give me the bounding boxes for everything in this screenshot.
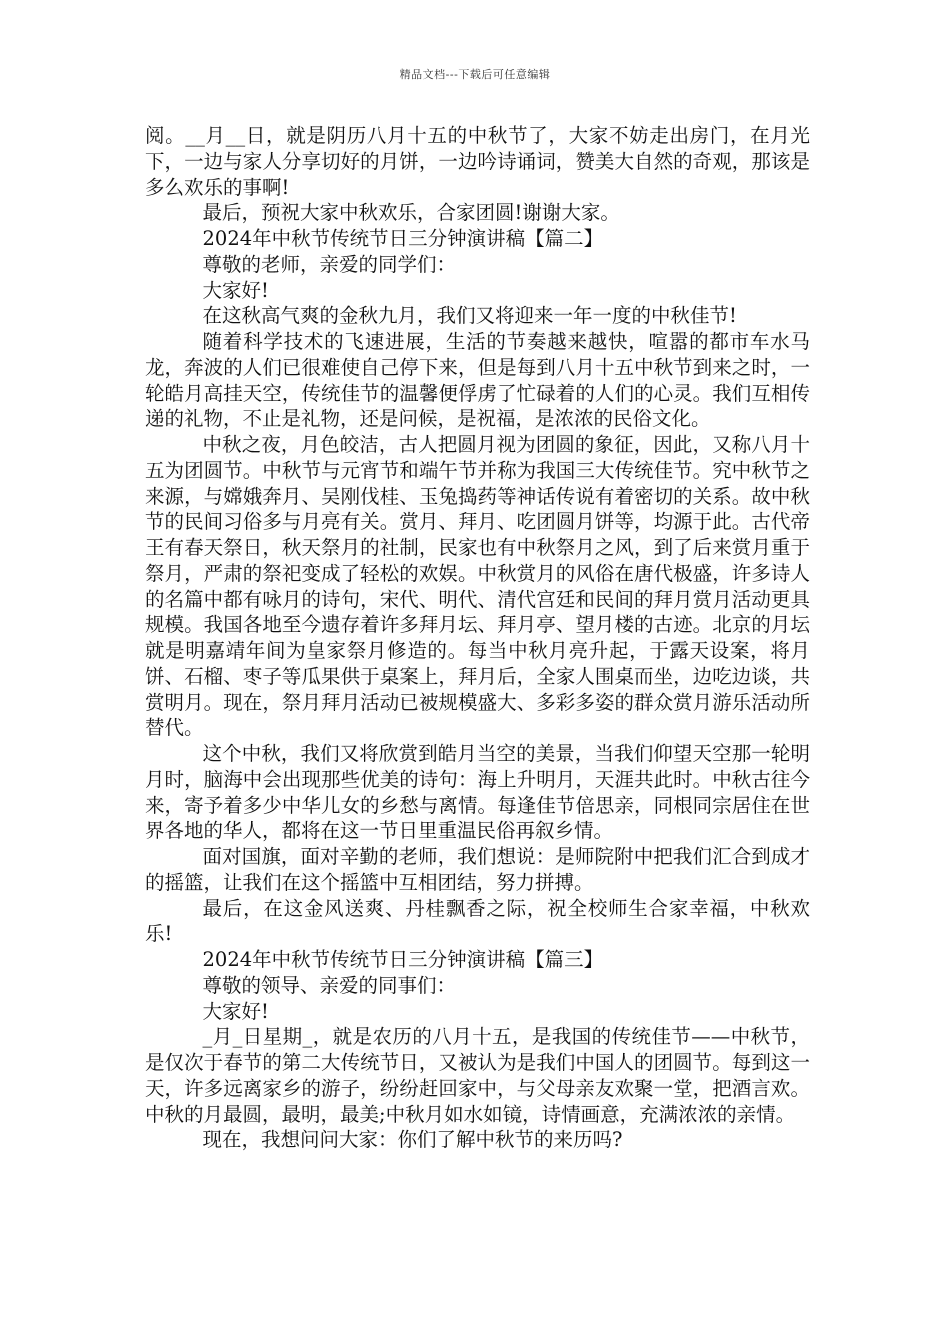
paragraph: 面对国旗，面对辛勤的老师，我们想说：是师院附中把我们汇合到成才的摇篮，让我们在这个摇篮中互相团结，努力拼搏。 bbox=[145, 845, 810, 894]
document-body bbox=[145, 123, 810, 1153]
paragraph: _月_日星期_，就是农历的八月十五，是我国的传统佳节——中秋节，是仅次于春节的第二大传统节日，又被认为是我们中国人的团圆节。每到这一天，许多远离家乡的游子，纷纷赶回家中，与父母亲友欢聚一堂，把酒言欢。中秋的月最圆，最明，最美;中秋月如水如镜，诗情画意，充满浓浓的亲情。 bbox=[145, 1025, 810, 1126]
salutation: 尊敬的老师，亲爱的同学们： bbox=[202, 252, 457, 276]
paragraph: 中秋之夜，月色皎洁，古人把圆月视为团圆的象征，因此，又称八月十五为团圆节。中秋节与元宵节和端午节并称为我国三大传统佳节。究中秋节之来源，与嫦娥奔月、吴刚伐桂、玉兔捣药等神话传说有着密切的关系。故中秋节的民间习俗多与月亮有关。赏月、拜月、吃团圆月饼等，均源于此。古代帝王有春天祭日，秋天祭月的社制，民家也有中秋祭月之风，到了后来赏月重于祭月，严肃的祭祀变成了轻松的欢娱。中秋赏月的风俗在唐代极盛，许多诗人的名篇中都有咏月的诗句，宋代、明代、清代宫廷和民间的拜月赏月活动更具规模。我国各地至今遗存着许多拜月坛、拜月亭、望月楼的古迹。北京的月坛就是明嘉靖年间为皇家祭月修造的。每当中秋月亮升起，于露天设案，将月饼、石榴、枣子等瓜果供于桌案上，拜月后，全家人围桌而坐，边吃边谈，共赏明月。现在，祭月拜月活动已被规模盛大、多彩多姿的群众赏月游乐活动所替代。 bbox=[145, 433, 810, 740]
paragraph: 最后，预祝大家中秋欢乐，合家团圆!谢谢大家。 bbox=[202, 201, 620, 225]
paragraph: 这个中秋，我们又将欣赏到皓月当空的美景，当我们仰望天空那一轮明月时，脑海中会出现那些优美的诗句：海上升明月，天涯共此时。中秋古往今来，寄予着多少中华儿女的乡愁与离情。每逢佳节倍思亲，同根同宗居住在世界各地的华人，都将在这一节日里重温民俗再叙乡情。 bbox=[145, 742, 810, 843]
section-heading: 2024年中秋节传统节日三分钟演讲稿【篇二】 bbox=[202, 227, 604, 250]
section-heading: 2024年中秋节传统节日三分钟演讲稿【篇三】 bbox=[202, 948, 604, 971]
paragraph: 随着科学技术的飞速进展，生活的节奏越来越快，喧嚣的都市车水马龙，奔波的人们已很难使自己停下来，但是每到八月十五中秋节到来之时，一轮皓月高挂天空，传统佳节的温馨便俘虏了忙碌着的人们的心灵。我们互相传递的礼物，不止是礼物，还是问候，是祝福，是浓浓的民俗文化。 bbox=[145, 330, 810, 431]
greeting: 大家好! bbox=[202, 999, 269, 1023]
page-header: 精品文档---下载后可任意编辑 bbox=[399, 68, 551, 81]
paragraph: 阅。__月__日，就是阴历八月十五的中秋节了，大家不妨走出房门，在月光下，一边与家人分享切好的月饼，一边吟诗诵词，赞美大自然的奇观，那该是多么欢乐的事啊! bbox=[145, 124, 810, 199]
paragraph: 最后，在这金风送爽、丹桂飘香之际，祝全校师生合家幸福，中秋欢乐! bbox=[145, 896, 810, 946]
paragraph: 在这秋高气爽的金秋九月，我们又将迎来一年一度的中秋佳节! bbox=[202, 304, 737, 328]
greeting: 大家好! bbox=[202, 278, 269, 302]
paragraph: 现在，我想问问大家：你们了解中秋节的来历吗? bbox=[202, 1128, 623, 1152]
salutation: 尊敬的领导、亲爱的同事们： bbox=[202, 973, 457, 997]
